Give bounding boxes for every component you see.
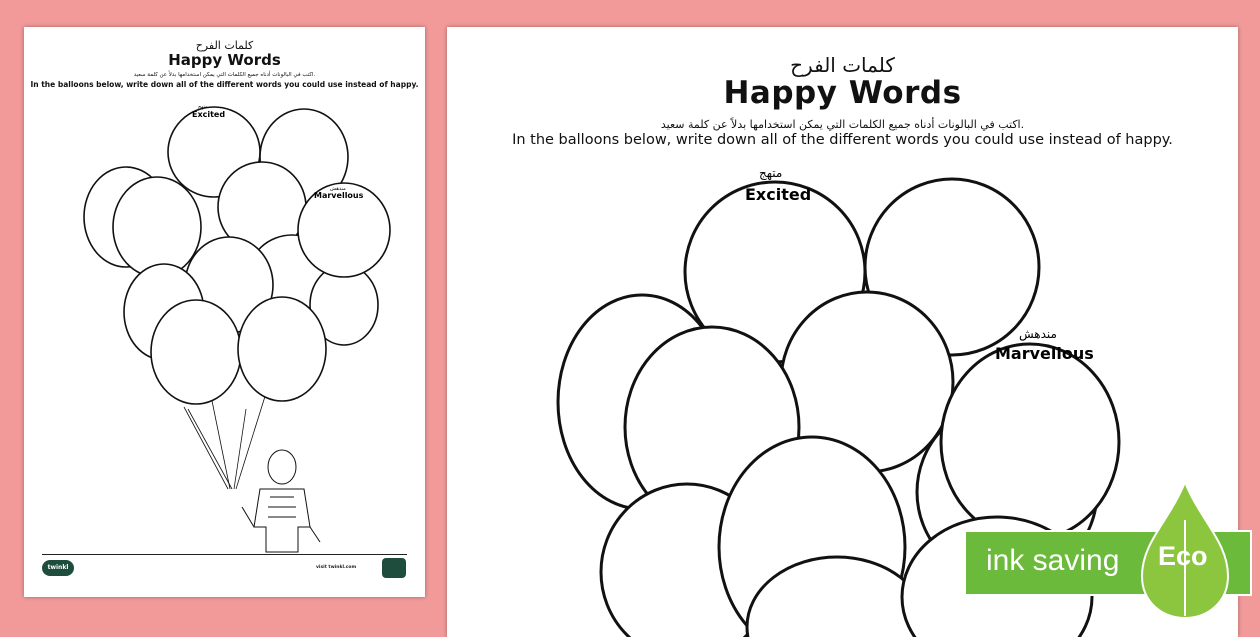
footer-divider [42,554,407,555]
instruction-arabic: اكتب في البالونات أدناه جميع الكلمات التي يمكن استخدامها بدلاً عن كلمة سعيد. [660,118,1025,131]
thumb-word-marvellous: Marvellous [314,191,364,200]
eco-label: Eco [1158,541,1208,571]
balloon-marvellous [941,344,1119,540]
word-marvellous-ar: مندهش [1019,327,1057,341]
thumb-instruction-arabic: اكتب في البالونات أدناه جميع الكلمات التي يمكن استخدامها بدلاً عن كلمة سعيد. [133,72,316,78]
thumb-instruction: In the balloons below, write down all of the different words you could use instead of happy. [30,80,419,89]
thumb-word-excited-ar: متهج [198,104,208,110]
child-figure [242,450,320,552]
instruction-text: In the balloons below, write down all of the different words you could use instead of happy. [512,132,1173,148]
worksheet-thumbnail[interactable] [24,27,425,597]
twinkl-badge-icon [382,558,406,578]
thumb-title-arabic: كلمات الفرح [195,39,254,52]
thumb-word-marvellous-ar: مندهش [330,186,346,192]
word-excited-ar: متهج [759,166,783,180]
thumb-title: Happy Words [168,51,281,69]
page-title-arabic: كلمات الفرح [790,53,895,77]
word-excited: Excited [745,185,812,204]
page-title: Happy Words [723,75,962,111]
footer-visit-text: visit twinkl.com [316,565,357,570]
word-marvellous: Marvellous [995,344,1094,363]
thumb-word-excited: Excited [192,110,226,119]
twinkl-logo: twinkl [42,560,74,576]
ink-saving-label: ink saving [986,544,1120,577]
